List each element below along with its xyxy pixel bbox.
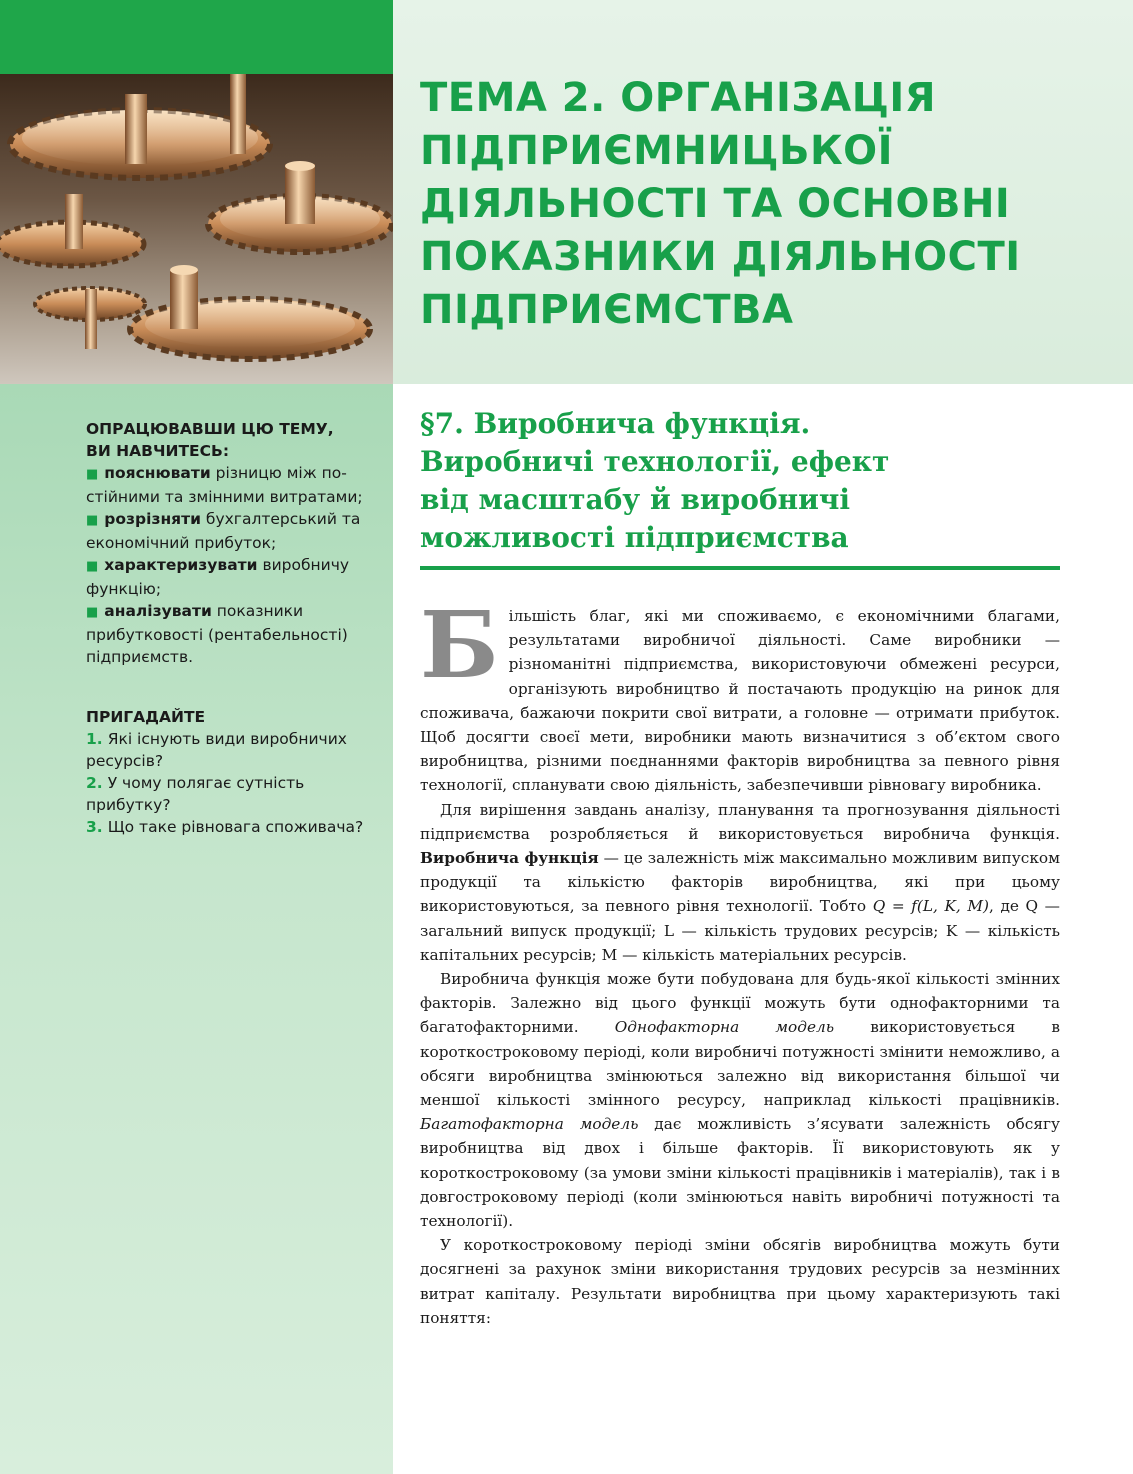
learning-item xyxy=(86,600,371,668)
recall-text: У чому полягає сутність прибутку? xyxy=(86,774,305,814)
axle-4 xyxy=(65,194,83,249)
learning-item-verb: розрізняти xyxy=(104,510,201,528)
term-production-function: Виробнича функція xyxy=(420,849,599,868)
axle-6 xyxy=(85,289,97,349)
learning-item-text: показники прибутковості (рентабельності) підприємств. xyxy=(86,602,348,666)
learning-objectives xyxy=(86,418,371,668)
axle-1 xyxy=(125,94,147,164)
recall-number: 3. xyxy=(86,818,103,836)
learning-heading xyxy=(86,418,371,462)
paragraph-intro xyxy=(420,591,1060,798)
learning-heading-line: ВИ НАВЧИТЕСЬ: xyxy=(86,442,230,460)
topic-title-line: ПІДПРИЄМСТВА xyxy=(420,287,794,333)
axle-5 xyxy=(170,269,198,329)
axle-3-cap xyxy=(285,161,315,171)
section-title-line: Виробничі технології, ефект xyxy=(420,445,890,478)
section-title-line: від масштабу й виробничі xyxy=(420,483,851,516)
paragraph-text: використовується в короткостроковому періоді, коли виробничі потужності змінити неможливо, а обсяги виробництва змінюються залежно від використання більшої чи меншої кількості змінного ресурсу, наприклад кількості працівників. xyxy=(420,1018,1060,1110)
drop-cap: Б xyxy=(420,591,499,699)
term-multi-factor: Багатофакторна модель xyxy=(420,1115,639,1134)
learning-item-verb: аналізувати xyxy=(104,602,212,620)
topic-title-line: ДІЯЛЬНОСТІ ТА ОСНОВНІ xyxy=(420,181,1011,227)
body-text xyxy=(420,591,1060,1330)
axle-2 xyxy=(230,74,246,154)
paragraph-models xyxy=(420,967,1060,1233)
term-single-factor: Однофакторна модель xyxy=(614,1018,835,1037)
paragraph-text: дає можливість з’ясувати залежність обсягу виробництва від двох і більше факторів. Її використовують як у короткостроковому (за умови зміни кількості працівників і матеріалів), так і в довгостроковому періоді (коли змінюються навіть виробничі потужності та технології). xyxy=(420,1115,1060,1231)
recall-item xyxy=(86,772,371,816)
topic-title-line: ПІДПРИЄМНИЦЬКОЇ xyxy=(420,128,894,174)
paragraph-text: , де Q — загальний випуск продукції; L — кількість трудових ресурсів; K — кількість капітальних ресурсів; M — кількість матеріальних ресурсів. xyxy=(420,897,1060,964)
learning-heading-line: ОПРАЦЮВАВШИ ЦЮ ТЕМУ, xyxy=(86,420,334,438)
learning-item xyxy=(86,508,371,554)
recall-heading: ПРИГАДАЙТЕ xyxy=(86,708,206,726)
recall-item xyxy=(86,728,371,772)
square-bullet-icon: ■ xyxy=(86,605,99,620)
learning-item xyxy=(86,554,371,600)
learning-item-text: виробничу функцію; xyxy=(86,556,350,598)
recall-text: Що таке рівновага споживача? xyxy=(107,818,364,836)
paragraph-text: Виробнича функція може бути побудована для будь-якої кількості змінних факторів. Залежно від цього функції можуть бути однофакторними та багатофакторними. xyxy=(420,970,1060,1037)
recall-text: Які існують види виробничих ресурсів? xyxy=(86,730,347,770)
topic-title-line: ПОКАЗНИКИ ДІЯЛЬНОСТІ xyxy=(420,234,1021,280)
square-bullet-icon: ■ xyxy=(86,513,99,528)
topic-title xyxy=(420,72,1110,337)
axle-3 xyxy=(285,164,315,224)
learning-item-text: різницю між по-стійними та змінними витратами; xyxy=(86,464,363,506)
paragraph-short-run xyxy=(420,1233,1060,1330)
recall-box xyxy=(86,706,371,838)
paragraph-text: ільшість благ, які ми споживаємо, є економічними благами, результатами виробничої діяльності. Саме виробники — різноманітні підприємства, використовуючи обмежені ресурси, організують виробництво й постачають продукцію на ринок для споживача, бажаючи покрити свої витрати, а головне — отримати прибуток. Щоб досягти своєї мети, виробники мають визначитися з об’єктом свого виробництва, різними поєднаннями факторів виробництва за певного рівня технології, спланувати свою діяльність, забезпечивши рівновагу виробника. xyxy=(420,607,1060,795)
section-title xyxy=(420,405,1060,557)
paragraph-definition xyxy=(420,798,1060,967)
recall-number: 1. xyxy=(86,730,103,748)
axle-5-cap xyxy=(170,265,198,275)
gear-bottom xyxy=(130,299,370,359)
gears-illustration xyxy=(0,74,393,384)
formula: Q = f(L, K, M) xyxy=(872,897,990,916)
square-bullet-icon: ■ xyxy=(86,559,99,574)
square-bullet-icon: ■ xyxy=(86,467,99,482)
recall-item xyxy=(86,816,371,838)
top-green-bar xyxy=(0,0,393,74)
recall-number: 2. xyxy=(86,774,103,792)
section-title-line: можливості підприємства xyxy=(420,521,849,554)
paragraph-text: У короткостроковому періоді зміни обсягів виробництва можуть бути досягнені за рахунок зміни використання трудових ресурсів за незмінних витрат капіталу. Результати виробництва при цьому характеризують такі поняття: xyxy=(420,1236,1060,1327)
paragraph-text: Для вирішення завдань аналізу, планування та прогнозування діяльності підприємства розробляється й використовується виробнича функція. xyxy=(420,800,1060,843)
learning-item xyxy=(86,462,371,508)
paragraph-text: — це залежність між максимально можливим випуском продукції та кількістю факторів виробництва, які при цьому використовуються, за певного рівня технології. Тобто xyxy=(420,849,1060,916)
section-divider xyxy=(420,566,1060,570)
topic-title-line: ТЕМА 2. ОРГАНІЗАЦІЯ xyxy=(420,75,937,121)
section-title-line: §7. Виробнича функція. xyxy=(420,407,811,440)
learning-item-verb: пояснювати xyxy=(104,464,211,482)
learning-item-verb: характеризувати xyxy=(104,556,258,574)
gears-photo xyxy=(0,74,393,384)
learning-item-text: бухгалтерський та економічний прибуток; xyxy=(86,510,361,552)
